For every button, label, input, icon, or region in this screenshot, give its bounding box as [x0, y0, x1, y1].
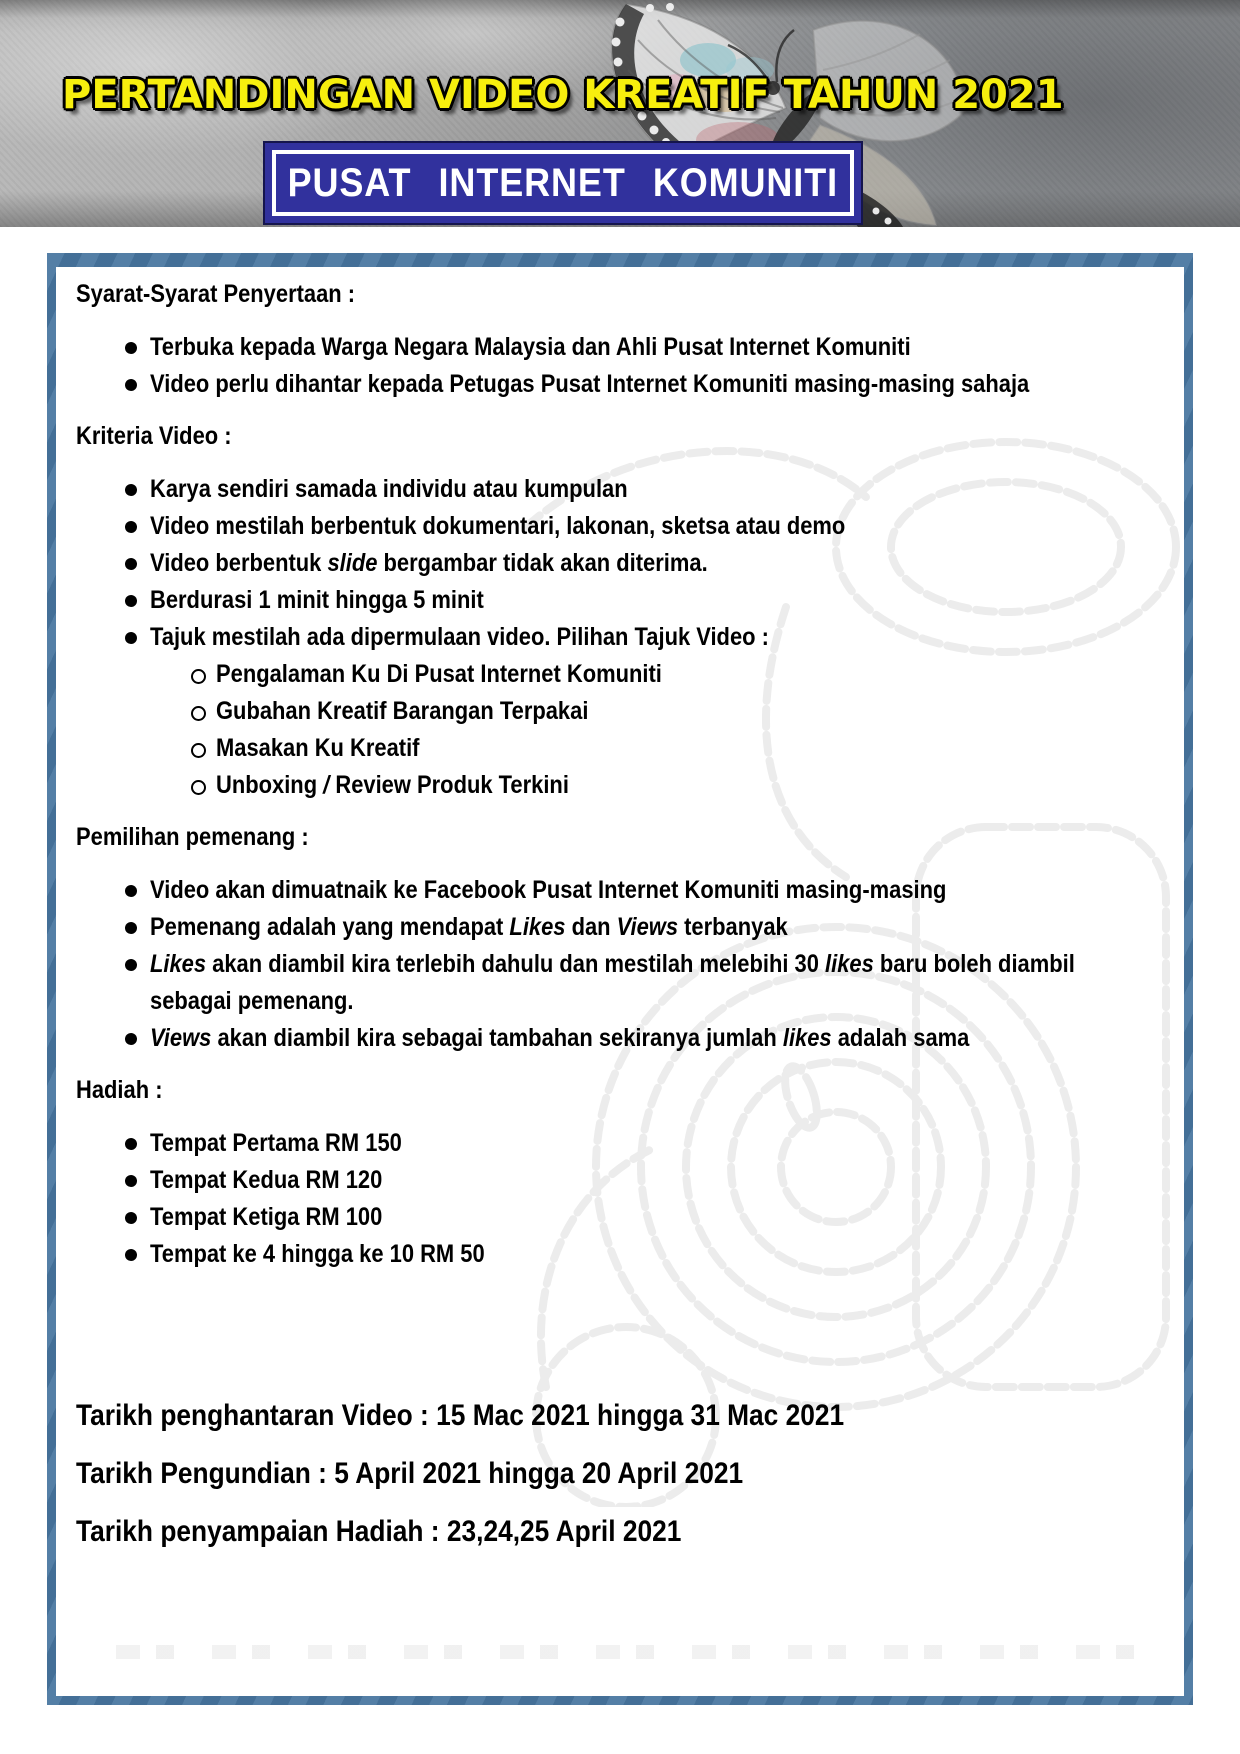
- bullet-text-inner: [150, 366, 1160, 403]
- bullet-item: [119, 471, 1160, 508]
- dates-block: [76, 1399, 1160, 1549]
- text: Video mestilah berbentuk dokumentari, lakonan, sketsa atau demo: [150, 512, 846, 540]
- text: Gubahan Kreatif Barangan Terpakai: [216, 697, 589, 725]
- bullet-dot-icon: [125, 1212, 137, 1224]
- text: Tempat ke 4 hingga ke 10 RM 50: [150, 1240, 485, 1268]
- bullet-text-inner: [150, 545, 1160, 582]
- bullet-circle-icon: [191, 743, 206, 758]
- content-section: [76, 419, 1160, 804]
- bullet-dot-icon: [125, 1249, 137, 1261]
- bullet-text: [150, 329, 1160, 366]
- text: terbanyak: [678, 913, 788, 941]
- bullet-text-inner: [150, 619, 1160, 656]
- sub-bullet-item: [185, 730, 1160, 767]
- organization-name: PUSAT INTERNET KOMUNITI: [287, 160, 839, 205]
- italic-text: likes: [825, 950, 874, 978]
- bullet-text-inner: [216, 730, 1160, 767]
- italic-text: /: [323, 771, 330, 799]
- bullet-text: [216, 693, 1160, 730]
- content-box: [56, 267, 1184, 1696]
- italic-text: slide: [327, 549, 378, 577]
- bullet-text-inner: [216, 693, 1160, 730]
- bullet-dot-icon: [125, 922, 137, 934]
- date-line-text: Tarikh penghantaran Video : 15 Mac 2021 hingga 31 Mac 2021: [76, 1399, 845, 1432]
- bullet-text: [216, 656, 1160, 693]
- bullet-dot-icon: [125, 484, 137, 496]
- text: Tempat Pertama RM 150: [150, 1129, 402, 1157]
- italic-text: Likes: [150, 950, 207, 978]
- italic-text: Likes: [509, 913, 566, 941]
- bullet-item: [119, 946, 1160, 1020]
- text: Tajuk mestilah ada dipermulaan video. Pilihan Tajuk Video :: [150, 623, 769, 651]
- bullet-item: [119, 1199, 1160, 1236]
- section-heading-text: Hadiah :: [76, 1076, 163, 1104]
- bullet-text-inner: [150, 329, 1160, 366]
- text: Video berbentuk: [150, 549, 328, 577]
- bullet-text: [150, 619, 1160, 656]
- bullet-text: [150, 471, 1160, 508]
- date-line: [76, 1515, 1160, 1549]
- organization-banner: [265, 143, 861, 223]
- content-section: [76, 820, 1160, 1057]
- text: adalah sama: [831, 1024, 970, 1052]
- section-heading: [76, 419, 1160, 453]
- bullet-text-inner: [150, 471, 1160, 508]
- bullet-text: [150, 366, 1160, 403]
- flyer-body: [56, 267, 1184, 1549]
- bullet-text: [150, 1162, 1160, 1199]
- text: dan: [565, 913, 617, 941]
- section-heading-text: Kriteria Video :: [76, 422, 232, 450]
- faded-footer-text: [116, 1645, 1144, 1659]
- bullet-text: [150, 1236, 1160, 1273]
- bullet-dot-icon: [125, 521, 137, 533]
- bullet-circle-icon: [191, 669, 206, 684]
- text: Video perlu dihantar kepada Petugas Pusat Internet Komuniti masing-masing sahaja: [150, 370, 1030, 398]
- bullet-item: [119, 366, 1160, 403]
- text: baru boleh diambil sebagai pemenang.: [150, 950, 1075, 1015]
- bullet-list: [76, 872, 1160, 1057]
- bullet-dot-icon: [125, 558, 137, 570]
- bullet-text-inner: [150, 1199, 1160, 1236]
- bullet-text-inner: [150, 1162, 1160, 1199]
- bullet-list: [76, 471, 1160, 804]
- text: Berdurasi 1 minit hingga 5 minit: [150, 586, 484, 614]
- bullet-dot-icon: [125, 959, 137, 971]
- italic-text: Views: [150, 1024, 212, 1052]
- bullet-text-inner: [150, 909, 1160, 946]
- bullet-text-inner: [150, 946, 1160, 1020]
- date-line: [76, 1457, 1160, 1491]
- bullet-item: [119, 329, 1160, 366]
- bullet-text: [150, 872, 1160, 909]
- bullet-text: [150, 1020, 1160, 1057]
- bullet-text-inner: [150, 508, 1160, 545]
- bullet-circle-icon: [191, 780, 206, 795]
- date-line: [76, 1399, 1160, 1433]
- header-banner: [0, 0, 1240, 227]
- text: Review Produk Terkini: [329, 771, 569, 799]
- text: Unboxing: [216, 771, 324, 799]
- section-heading: [76, 277, 1160, 311]
- bullet-text: [150, 582, 1160, 619]
- bullet-text: [216, 730, 1160, 767]
- content-section: [76, 277, 1160, 403]
- bullet-text-inner: [150, 1020, 1160, 1057]
- text: Tempat Ketiga RM 100: [150, 1203, 383, 1231]
- bullet-circle-icon: [191, 706, 206, 721]
- bullet-text: [150, 1199, 1160, 1236]
- section-heading-text: Pemilihan pemenang :: [76, 823, 309, 851]
- bullet-item: [119, 872, 1160, 909]
- bullet-text-inner: [150, 582, 1160, 619]
- bullet-item: [119, 508, 1160, 545]
- bullet-item: [119, 1020, 1160, 1057]
- text: akan diambil kira sebagai tambahan sekiranya jumlah: [211, 1024, 783, 1052]
- bullet-dot-icon: [125, 632, 137, 644]
- bullet-item: [119, 1162, 1160, 1199]
- sub-bullet-item: [185, 693, 1160, 730]
- bullet-text-inner: [216, 767, 1160, 804]
- bullet-item: [119, 909, 1160, 946]
- sections: [76, 277, 1160, 1273]
- bullet-item: [119, 582, 1160, 619]
- bullet-item: [119, 545, 1160, 582]
- bullet-text-inner: [150, 1125, 1160, 1162]
- bullet-text-inner: [150, 872, 1160, 909]
- bullet-dot-icon: [125, 379, 137, 391]
- italic-text: likes: [782, 1024, 832, 1052]
- text: Masakan Ku Kreatif: [216, 734, 420, 762]
- bullet-dot-icon: [125, 1175, 137, 1187]
- text: Terbuka kepada Warga Negara Malaysia dan Ahli Pusat Internet Komuniti: [150, 333, 911, 361]
- content-section: [76, 1073, 1160, 1273]
- bullet-dot-icon: [125, 342, 137, 354]
- section-heading: [76, 820, 1160, 854]
- bullet-text: [150, 545, 1160, 582]
- bullet-dot-icon: [125, 1033, 137, 1045]
- section-heading-text: Syarat-Syarat Penyertaan :: [76, 280, 356, 308]
- bullet-text: [150, 909, 1160, 946]
- bullet-text: [150, 946, 1160, 1020]
- bullet-list: [76, 329, 1160, 403]
- content-frame: [47, 253, 1193, 1705]
- sub-bullet-item: [185, 656, 1160, 693]
- bullet-item: [119, 619, 1160, 804]
- page-title: PERTANDINGAN VIDEO KREATIF TAHUN 2021: [62, 72, 1064, 118]
- text: Pemenang adalah yang mendapat: [150, 913, 510, 941]
- date-line-text: Tarikh Pengundian : 5 April 2021 hingga 20 April 2021: [76, 1457, 744, 1490]
- bullet-dot-icon: [125, 595, 137, 607]
- bullet-text: [150, 508, 1160, 545]
- text: Karya sendiri samada individu atau kumpulan: [150, 475, 628, 503]
- bullet-list: [76, 1125, 1160, 1273]
- sub-bullet-list: [150, 656, 1160, 804]
- text: Pengalaman Ku Di Pusat Internet Komuniti: [216, 660, 662, 688]
- date-line-text: Tarikh penyampaian Hadiah : 23,24,25 April 2021: [76, 1515, 682, 1548]
- bullet-item: [119, 1236, 1160, 1273]
- text: akan diambil kira terlebih dahulu dan mestilah melebihi 30: [206, 950, 826, 978]
- bullet-text-inner: [216, 656, 1160, 693]
- bullet-dot-icon: [125, 885, 137, 897]
- sub-bullet-item: [185, 767, 1160, 804]
- bullet-text: [150, 1125, 1160, 1162]
- bullet-dot-icon: [125, 1138, 137, 1150]
- text: Video akan dimuatnaik ke Facebook Pusat Internet Komuniti masing-masing: [150, 876, 947, 904]
- section-heading: [76, 1073, 1160, 1107]
- text: bergambar tidak akan diterima.: [377, 549, 708, 577]
- text: Tempat Kedua RM 120: [150, 1166, 383, 1194]
- bullet-text: [216, 767, 1160, 804]
- bullet-text-inner: [150, 1236, 1160, 1273]
- italic-text: Views: [616, 913, 679, 941]
- bullet-item: [119, 1125, 1160, 1162]
